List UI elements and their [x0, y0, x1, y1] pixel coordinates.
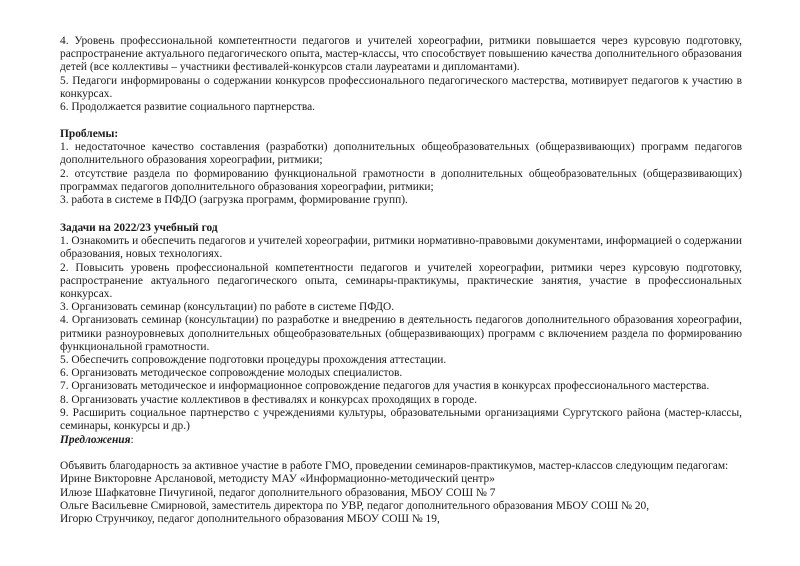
problem-item: 2. отсутствие раздела по формированию функциональной грамотности в дополнительных общеобразовательных (общеразвивающих) программах педагогов дополнительного образования хореографии, ритмики;: [60, 167, 742, 193]
result-item: 4. Уровень профессиональной компетентности педагогов и учителей хореографии, ритмики повышается через курсовую подготовку, распространение актуального педагогического опыта, мастер-классы, что способствует повышению качества дополнительного образования детей (все коллективы – участники фестивалей-конкурсов стали лауреатами и дипломантами).: [60, 35, 742, 74]
problem-item: 3. работа в системе в ПФДО (загрузка программ, формирование групп).: [60, 194, 408, 207]
problem-item: 1. недостаточное качество составления (разработки) дополнительных общеобразовательных (общеразвивающих) программ педагогов дополнительного образования хореографии, ритмики;: [60, 141, 742, 167]
proposals-colon: :: [130, 434, 134, 446]
results-section: [60, 35, 742, 114]
person-item: Игорю Струнчикоу, педагог дополнительного образования МБОУ СОШ № 19,: [60, 513, 440, 526]
task-item: 9. Расширить социальное партнерство с учреждениями культуры, образовательными организациями Сургутского района (мастер-классы, семинары, конкурсы и др.): [60, 406, 742, 433]
result-item: 6. Продолжается развитие социального партнерства.: [60, 101, 316, 114]
proposals-section: [60, 434, 742, 526]
task-item: 2. Повысить уровень профессиональной компетентности педагогов и учителей хореографии, ритмики через курсовую подготовку, распространение актуального педагогического опыта, семинары-практикумы, практические занятия, участие в профессиональных конкурсах.: [60, 261, 742, 301]
task-item: 1. Ознакомить и обеспечить педагогов и учителей хореографии, ритмики нормативно-правовыми документами, информацией о содержании образования, новых технологиях.: [60, 235, 742, 261]
tasks-section: [60, 222, 742, 433]
task-item: 6. Организовать методическое сопровождение молодых специалистов.: [60, 367, 403, 380]
proposals-heading: [60, 434, 742, 447]
result-item: 5. Педагоги информированы о содержании конкурсов профессионального педагогического мастерства, мотивирует педагогов к участию в конкурсах.: [60, 74, 742, 100]
task-item: 3. Организовать семинар (консультации) по работе в системе ПФДО.: [60, 301, 395, 314]
task-item: 4. Организовать семинар (консультации) по разработке и внедрению в деятельность педагогов дополнительного образования хореографии, ритмики разноуровневых дополнительных общеобразовательных (общеразвивающих) программ с включением раздела по формированию функциональной грамотности.: [60, 314, 742, 353]
person-item: Ирине Викторовне Арслановой, методисту МАУ «Информационно-методический центр»: [60, 473, 495, 486]
proposals-title: Предложения: [60, 434, 131, 446]
proposals-intro: Объявить благодарность за активное участие в работе ГМО, проведении семинаров-практикумов, мастер-классов следующим педагогам:: [60, 460, 729, 473]
person-item: Ольге Васильевне Смирновой, заместитель директора по УВР, педагог дополнительного образования МБОУ СОШ № 20,: [60, 499, 650, 512]
problems-heading: Проблемы:: [60, 128, 119, 140]
person-item: Илюзе Шафкатовне Пичугиной, педагог дополнительного образования, МБОУ СОШ № 7: [60, 486, 496, 499]
task-item: 7. Организовать методическое и информационное сопровождение педагогов для участия в конкурсах профессионального мастерства.: [60, 380, 710, 393]
task-item: 8. Организовать участие коллективов в фестивалях и конкурсах проходящих в городе.: [60, 393, 478, 406]
problems-section: [60, 128, 742, 207]
task-item: 5. Обеспечить сопровождение подготовки процедуры прохождения аттестации.: [60, 354, 447, 367]
tasks-heading: Задачи на 2022/23 учебный год: [60, 222, 218, 234]
